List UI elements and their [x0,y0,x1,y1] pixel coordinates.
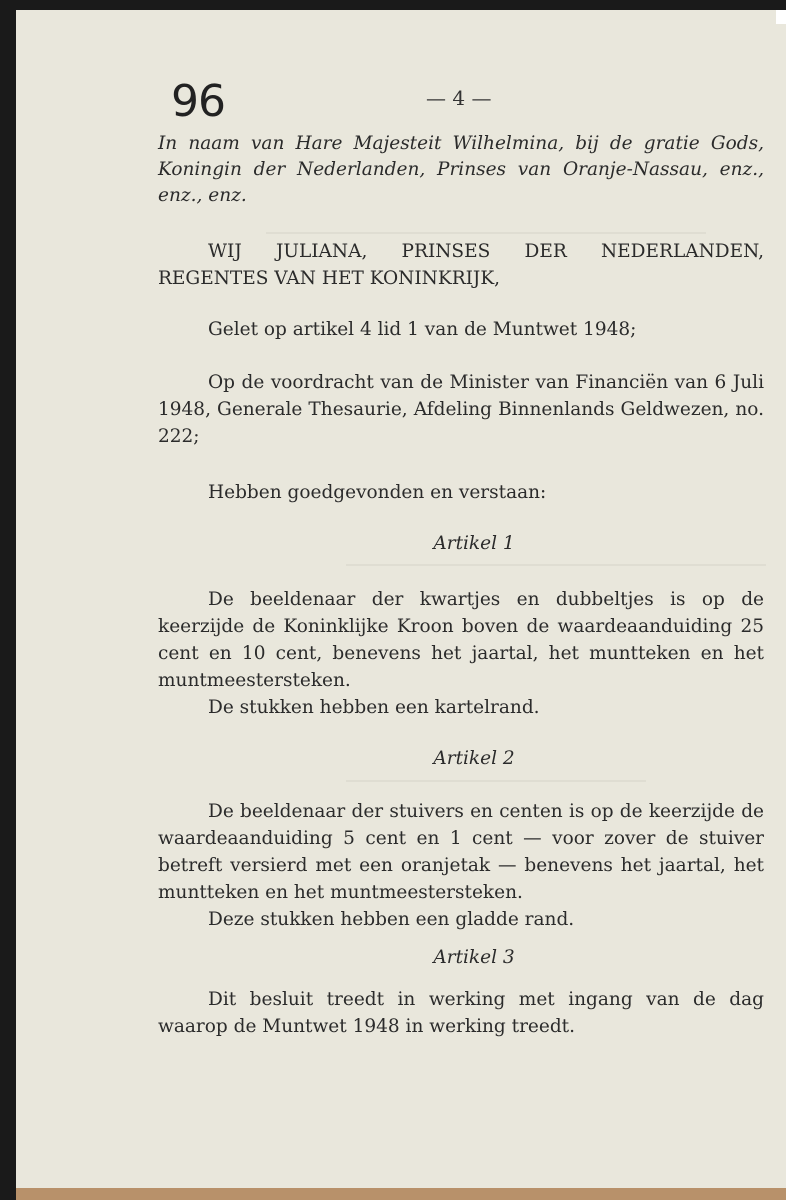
article-3-heading: Artikel 3 [433,947,515,968]
voordracht-paragraph: Op de voordracht van de Minister van Financiën van 6 Juli 1948, Generale Thesaurie, Afdeling Binnenlands Geldwezen, no. 222; [158,372,764,447]
bleed-through-mark [346,780,646,800]
article-2-heading: Artikel 2 [433,748,515,769]
article-1-paragraph: De beeldenaar der kwartjes en dubbeltjes is op de keerzijde de Koninklijke Kroon boven de waardeaanduiding 25 cent en 10 cent, benevens het jaartal, het muntteken en het muntmeestersteken. [158,589,764,691]
article-2-paragraph: De beeldenaar der stuivers en centen is op de keerzijde de waardeaanduiding 5 cent en 1 cent — voor zover de stuiver betreft versierd met een oranjetak — benevens het jaartal, het muntteken en het muntmeestersteken. [158,801,764,903]
article-2-paragraph: Deze stukken hebben een gladde rand. [208,909,575,930]
bleed-through-mark [346,564,766,584]
gelet-paragraph: Gelet op artikel 4 lid 1 van de Muntwet 1948; [208,319,637,340]
page-edge [16,1188,786,1200]
article-3-paragraph: Dit besluit treedt in werking met ingang van de dag waarop de Muntwet 1948 in werking treedt. [158,989,764,1037]
page-corner-mark [776,10,786,24]
hebben-paragraph: Hebben goedgevonden en verstaan: [208,482,547,503]
regentes-paragraph: WIJ JULIANA, PRINSES DER NEDERLANDEN, REGENTES VAN HET KONINKRIJK, [158,241,764,289]
article-1-paragraph: De stukken hebben een kartelrand. [208,697,540,718]
folio-number: 96 [171,76,225,127]
article-1-heading: Artikel 1 [433,533,515,554]
preamble-paragraph: In naam van Hare Majesteit Wilhelmina, bij de gratie Gods, Koningin der Nederlanden, Prinses van Oranje-Nassau, enz., enz., enz. [158,133,764,206]
page-number: — 4 — [426,86,492,110]
